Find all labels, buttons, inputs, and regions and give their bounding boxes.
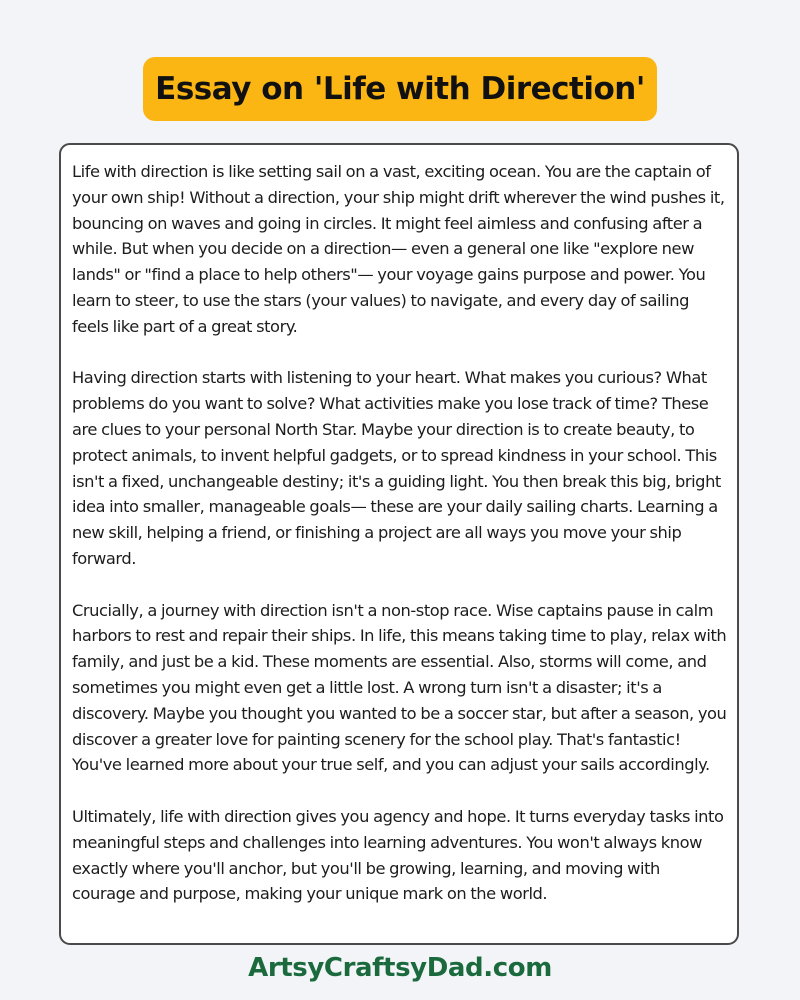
page-title: Essay on 'Life with Direction' <box>155 71 645 107</box>
essay-paragraph-4: Ultimately, life with direction gives you agency and hope. It turns everyday tasks into meaningful steps and challenges into learning adventures. You won't always know exactly where you'll anchor, but you'll be growing, learning, and moving with courage and purpose, making your unique mark on the world. <box>72 806 724 904</box>
essay-paragraph-1: Life with direction is like setting sail on a vast, exciting ocean. You are the captain of your own ship! Without a direction, your ship might drift wherever the wind pushes it, bouncing on waves and going in circles. It might feel aimless and confusing after a while. But when you decide on a direction— even a general one like "explore new lands" or "find a place to help others"— your voyage gains purpose and power. You learn to steer, to use the stars (your values) to navigate, and every day of sailing feels like part of a great story. <box>72 162 725 336</box>
title-banner <box>143 57 657 121</box>
essay-paragraph-2: Having direction starts with listening to your heart. What makes you curious? What problems do you want to solve? What activities make you lose track of time? These are clues to your personal North Star. Maybe your direction is to create beauty, to protect animals, to invent helpful gadgets, or to spread kindness in your school. This isn't a fixed, unchangeable destiny; it's a guiding light. You then break this big, bright idea into smaller, manageable goals— these are your daily sailing charts. Learning a new skill, helping a friend, or finishing a project are all ways you move your ship forward. <box>72 368 721 568</box>
essay-paragraph-3: Crucially, a journey with direction isn't a non-stop race. Wise captains pause in calm harbors to rest and repair their ships. In life, this means taking time to play, relax with family, and just be a kid. These moments are essential. Also, storms will come, and sometimes you might even get a little lost. A wrong turn isn't a disaster; it's a discovery. Maybe you thought you wanted to be a soccer star, but after a season, you discover a greater love for painting scenery for the school play. That's fantastic! You've learned more about your true self, and you can adjust your sails accordingly. <box>72 600 727 775</box>
footer-website: ArtsyCraftsyDad.com <box>248 953 552 983</box>
essay-card <box>59 143 739 945</box>
